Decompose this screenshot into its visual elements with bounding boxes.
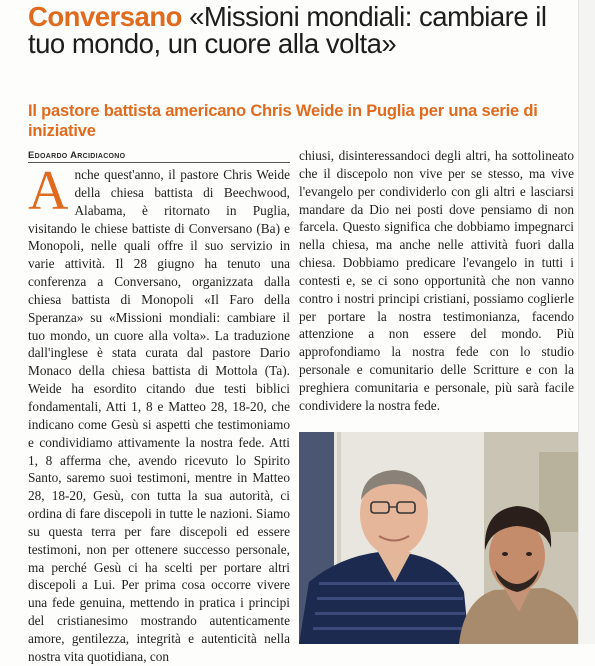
author-byline: Edoardo Arcidiacono xyxy=(28,150,290,163)
article-column-right: chiusi, disinteressandoci degli altri, ha sottolineato che il discepolo non vive per se stesso, ma vive l'evangelo per condividerlo con gli altri e lasciarsi mandare da Dio nei posti dove pensiamo di non farcela. Questo significa che dobbiamo impegnarci nella chiesa, ma anche nelle attività fuori dalla chiesa. Dobbiamo predicare l'evangelo in tutti i contesti e, se ci sono opportunità che non vanno contro i nostri principi cristiani, possiamo coglierle per portare la nostra testimonianza, facendo attenzione a non essere del mondo. Più approfondiamo la nostra fede con lo studio personale e comunitario delle Scritture e con la preghiera comunitaria e personale, più sarà facile condividere la nostra fede. xyxy=(299,148,574,413)
headline xyxy=(28,3,573,57)
left-column-text: nche quest'anno, il pastore Chris Weide della chiesa battista di Beechwood, Alabama, è ritornato in Puglia, visitando le chiese battiste di Conversano (Ba) e Monopoli, nelle quali offre il suo servizio in varie attività. Il 28 giugno ha tenuto una conferenza a Conversano, organizzata dalla chiesa battista di Monopoli «Il Faro della Speranza» su «Missioni mondiali: cambiare il tuo mondo, un cuore alla volta». La traduzione dall'inglese è stata curata dal pastore Dario Monaco della chiesa battista di Mottola (Ta). Weide ha esordito citando due testi biblici fondamentali, Atti 1, 8 e Matteo 28, 18-20, che indicano come Gesù si aspetti che testimoniamo e condividiamo attivamente la nostra fede. Atti 1, 8 afferma che, avendo ricevuto lo Spirito Santo, saremo suoi testimoni, mentre in Matteo 28, 18-20, Gesù, con tutta la sua autorità, ci ordina di fare discepoli in tutte le nazioni. Siamo su questa terra per fare discepoli ed essere testimoni, non per ottenere successo personale, ma perché Gesù ci ha scelti per portare altri discepoli a Lui. Per prima cosa occorre vivere una fede genuina, mettendo in pratica i principi del cristianesimo mostrando autenticamente amore, gentilezza, integrità e autenticità nella nostra vita quotidiana, con xyxy=(28,167,290,664)
article-column-left xyxy=(28,160,290,666)
page-edge xyxy=(578,0,595,644)
article-photo xyxy=(299,432,578,644)
headline-quote: «Missioni mondiali: cambiare il tuo mondo, un cuore alla volta» xyxy=(28,1,547,59)
photo-two-men xyxy=(299,432,578,644)
headline-place: Conversano xyxy=(28,1,182,32)
subheadline: Il pastore battista americano Chris Weide in Puglia per una serie di iniziative xyxy=(28,102,538,140)
drop-cap: A xyxy=(28,160,69,222)
